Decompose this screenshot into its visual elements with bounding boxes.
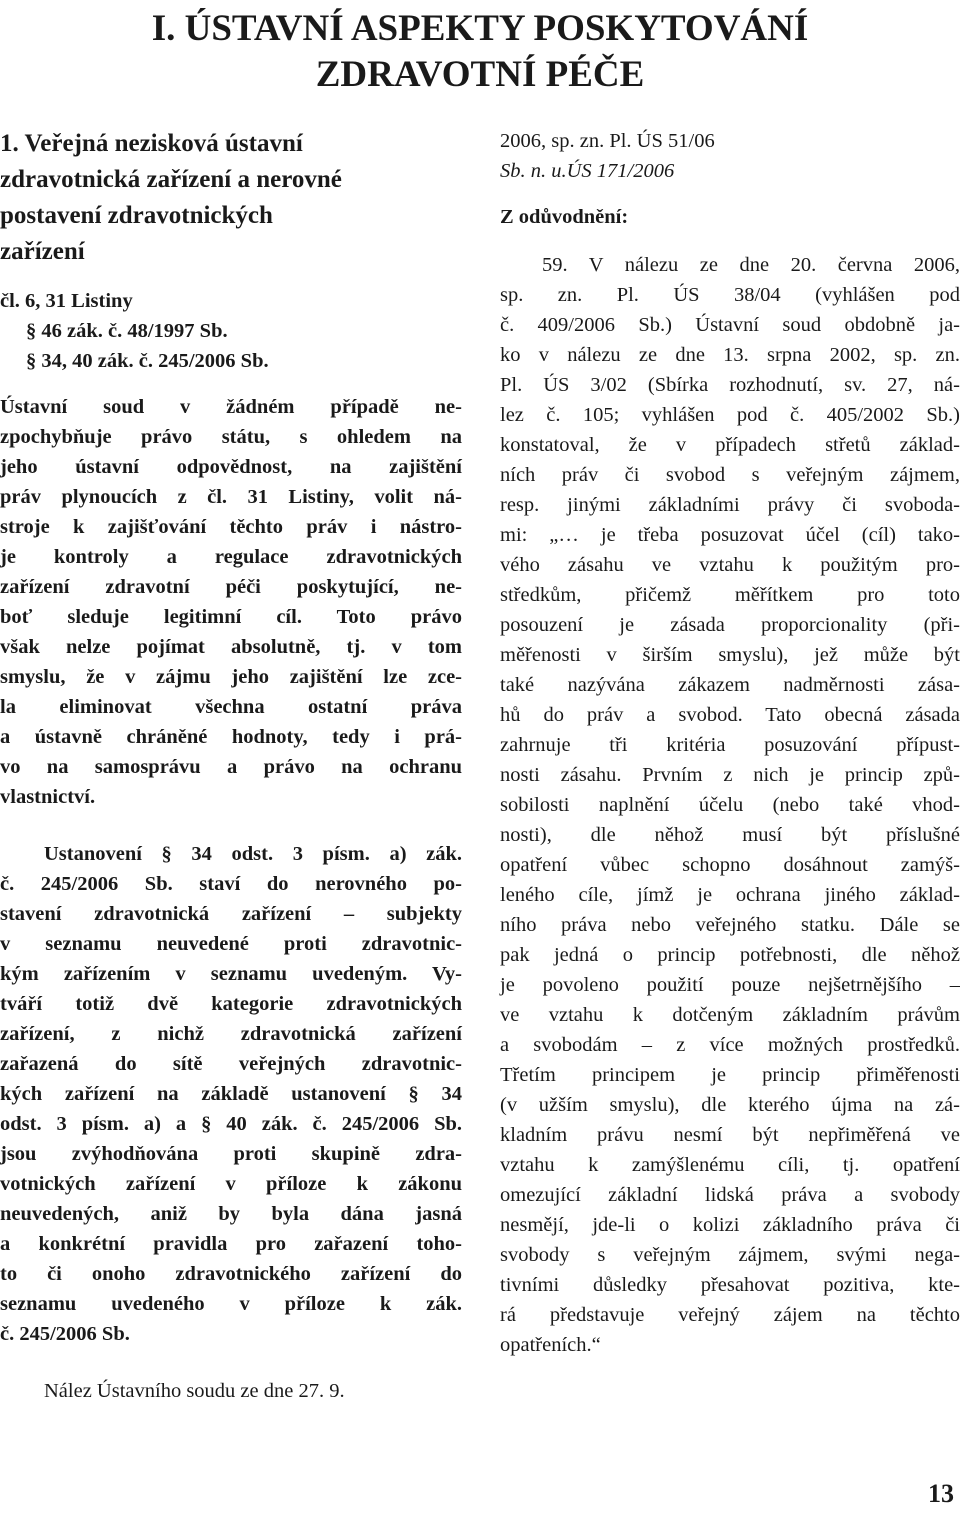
- section-title-line: zařízení: [0, 238, 85, 265]
- provision-line: votnických zařízení v příloze k zákonu: [0, 1173, 462, 1195]
- provision-line: č. 245/2006 Sb.: [0, 1323, 130, 1345]
- summary-line: stroje k zajišťování těchto práv i nástro-: [0, 516, 462, 538]
- section-title-line: postavení zdravotnických: [0, 202, 273, 229]
- chapter-heading-line-2: ZDRAVOTNÍ PÉČE: [315, 54, 645, 95]
- legal-references: [0, 286, 462, 376]
- provision-line: v seznamu neuvedené proti zdravotnic-: [0, 933, 462, 955]
- body-line: nesmějí, jde-li o kolizi základního práva či: [500, 1214, 960, 1236]
- summary-line: Ústavní soud v žádném případě ne-: [0, 396, 462, 418]
- body-line: Pl. ÚS 3/02 (Sbírka rozhodnutí, sv. 27, ná-: [500, 374, 960, 396]
- body-line: hů do práv a svobod. Tato obecná zásada: [500, 704, 960, 726]
- summary-line: vo na samosprávu a právo na ochranu: [0, 756, 462, 778]
- provision-line: zařízení, z nichž zdravotnická zařízení: [0, 1023, 462, 1045]
- provision-line: a konkrétní pravidla pro zařazení toho-: [0, 1233, 462, 1255]
- body-line: měřenosti v širším smyslu), jež může být: [500, 644, 960, 666]
- legal-reference: § 34, 40 zák. č. 245/2006 Sb.: [26, 350, 269, 372]
- body-line: tivními důsledky přesahovat pozitiva, kte-: [500, 1274, 960, 1296]
- body-line: 59. V nálezu ze dne 20. června 2006,: [542, 254, 960, 276]
- body-line: opatření vůbec schopno dosáhnout zamýš-: [500, 854, 960, 876]
- legal-reference: § 46 zák. č. 48/1997 Sb.: [26, 320, 228, 342]
- body-line: středkům, přičemž měřítkem pro toto: [500, 584, 960, 606]
- body-line: konstatoval, že v případech střetů základ-: [500, 434, 960, 456]
- body-line: ko v nálezu ze dne 13. srpna 2002, sp. zn.: [500, 344, 960, 366]
- reasoning-heading: Z odůvodnění:: [500, 206, 629, 228]
- page-number: 13: [928, 1479, 954, 1508]
- summary-line: boť sleduje legitimní cíl. Toto právo: [0, 606, 462, 628]
- body-line: č. 409/2006 Sb.) Ústavní soud obdobně ja-: [500, 314, 960, 336]
- body-line: sobilosti naplnění účelu (nebo také vhod-: [500, 794, 960, 816]
- provision-line: zařazená do sítě veřejných zdravotnic-: [0, 1053, 462, 1075]
- summary-line: a ústavně chráněné hodnoty, tedy i prá-: [0, 726, 462, 748]
- summary-line: vlastnictví.: [0, 786, 96, 808]
- body-line: lez č. 105; vyhlášen pod č. 405/2002 Sb.): [500, 404, 960, 426]
- summary-line: zařízení zdravotní péči poskytující, ne-: [0, 576, 462, 598]
- reasoning-body: [500, 250, 960, 1360]
- body-line: omezující základní lidská práva a svobody: [500, 1184, 960, 1206]
- body-line: (v užším smyslu), dle kterého újma na zá-: [500, 1094, 960, 1116]
- summary-line: smyslu, že v zájmu jeho zajištění lze zce-: [0, 666, 462, 688]
- provision-line: neuvedených, aniž by byla dána jasná: [0, 1203, 462, 1225]
- summary-line: zpochybňuje právo státu, s ohledem na: [0, 426, 462, 448]
- collection-reference: Sb. n. u.ÚS 171/2006: [500, 160, 675, 182]
- body-line: nosti), dle něhož musí být příslušné: [500, 824, 960, 846]
- section-title: [0, 126, 462, 270]
- provision-line: odst. 3 písm. a) a § 40 zák. č. 245/2006 Sb.: [0, 1113, 462, 1135]
- provision-line: tváří totiž dvě kategorie zdravotnických: [0, 993, 462, 1015]
- body-line: Třetím principem je princip přiměřenosti: [500, 1064, 960, 1086]
- body-line: také nazývána zákazem nadměrnosti zása-: [500, 674, 960, 696]
- legal-reference: čl. 6, 31 Listiny: [0, 290, 133, 312]
- provision-line: jsou zvýhodňována proti skupině zdra-: [0, 1143, 462, 1165]
- summary-line: práv plynoucích z čl. 31 Listiny, volit ná-: [0, 486, 462, 508]
- body-line: opatřeních.“: [500, 1334, 601, 1356]
- provision-paragraph: [0, 839, 462, 1349]
- provision-line: Ustanovení § 34 odst. 3 písm. a) zák.: [44, 843, 462, 865]
- provision-line: seznamu uvedeného v příloze k zák.: [0, 1293, 462, 1315]
- chapter-heading-line-1: I. ÚSTAVNÍ ASPEKTY POSKYTOVÁNÍ: [151, 8, 809, 49]
- body-line: ního práva nebo veřejného statku. Dále se: [500, 914, 960, 936]
- chapter-heading: [0, 6, 960, 98]
- body-line: ních práv či svobod s veřejným zájmem,: [500, 464, 960, 486]
- provision-line: kým zařízením v seznamu uvedeným. Vy-: [0, 963, 462, 985]
- body-line: svobody s veřejným zájmem, svými nega-: [500, 1244, 960, 1266]
- body-line: nosti zásahu. Prvním z nich je princip způ-: [500, 764, 960, 786]
- right-column: [500, 126, 960, 1360]
- section-title-line: 1. Veřejná nezisková ústavní: [0, 130, 303, 157]
- body-line: rá představuje veřejný zájem na těchto: [500, 1304, 960, 1326]
- body-line: pak jedná o princip potřebnosti, dle něhož: [500, 944, 960, 966]
- summary-line: je kontroly a regulace zdravotnických: [0, 546, 462, 568]
- ruling-summary: [0, 392, 462, 812]
- body-line: zahrnuje tři kritéria posuzování přípust-: [500, 734, 960, 756]
- body-line: resp. jinými základními právy či svoboda-: [500, 494, 960, 516]
- summary-line: la eliminovat všechna ostatní práva: [0, 696, 462, 718]
- body-line: a svobodám – z více možných prostředků.: [500, 1034, 960, 1056]
- body-line: posouzení je zásada proporcionality (při-: [500, 614, 960, 636]
- provision-line: kých zařízení na základě ustanovení § 34: [0, 1083, 462, 1105]
- provision-line: č. 245/2006 Sb. staví do nerovného po-: [0, 873, 462, 895]
- body-line: kladním právu nesmí být nepřiměřená ve: [500, 1124, 960, 1146]
- body-line: je povoleno použití pouze nejšetrnějšího –: [500, 974, 960, 996]
- body-line: leného cíle, jímž je ochrana jiného základ-: [500, 884, 960, 906]
- body-line: mi: „… je třeba posuzovat účel (cíl) tako-: [500, 524, 960, 546]
- left-column: [0, 126, 462, 1406]
- section-title-line: zdravotnická zařízení a nerovné: [0, 166, 342, 193]
- body-line: sp. zn. Pl. ÚS 38/04 (vyhlášen pod: [500, 284, 960, 306]
- ruling-citation-continued: 2006, sp. zn. Pl. ÚS 51/06: [500, 130, 715, 152]
- summary-line: jeho ústavní odpovědnost, na zajištění: [0, 456, 462, 478]
- ruling-citation: Nález Ústavního soudu ze dne 27. 9.: [44, 1380, 345, 1402]
- body-line: vztahu k zamýšlenému cíli, tj. opatření: [500, 1154, 960, 1176]
- provision-line: stavení zdravotnická zařízení – subjekty: [0, 903, 462, 925]
- provision-line: to či onoho zdravotnického zařízení do: [0, 1263, 462, 1285]
- body-line: vého zásahu ve vztahu k použitým pro-: [500, 554, 960, 576]
- summary-line: však nelze pojímat absolutně, tj. v tom: [0, 636, 462, 658]
- body-line: ve vztahu k dotčeným základním právům: [500, 1004, 960, 1026]
